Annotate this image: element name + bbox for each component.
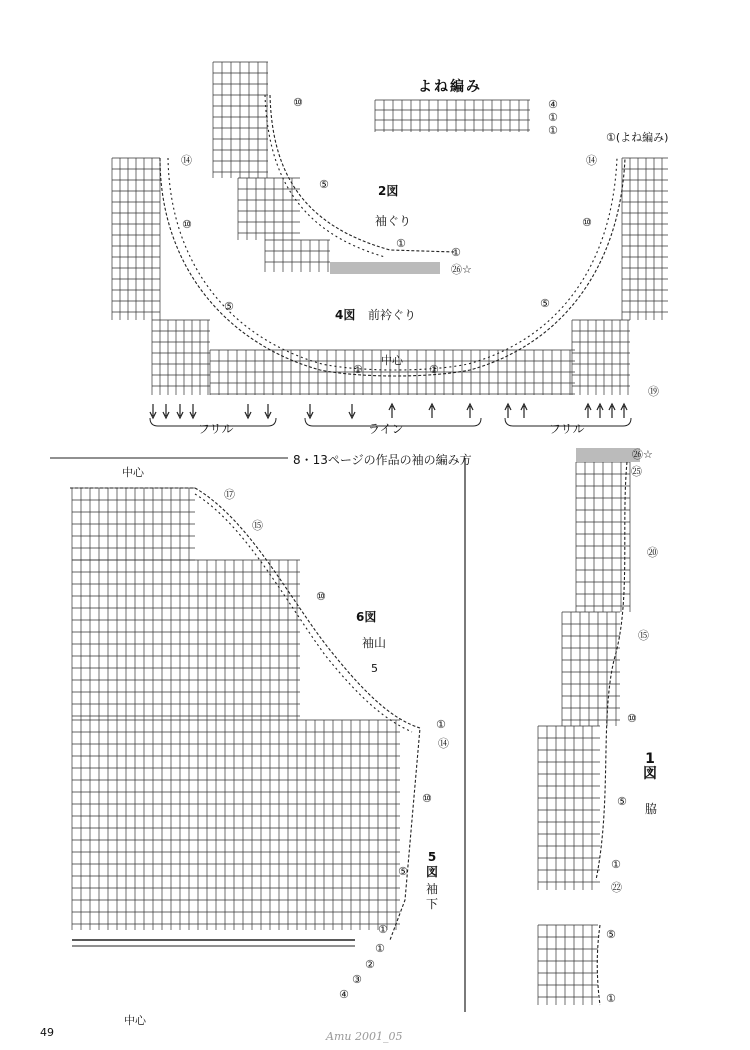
- fig4-left-row-1: ①: [353, 363, 363, 376]
- fig4-bottom-mid: ライン: [368, 422, 404, 436]
- row-direction-arrow: [621, 404, 627, 418]
- fig6-grid-mid: [72, 560, 300, 720]
- footer-watermark: Amu 2001_05: [326, 1030, 403, 1043]
- fig6-row-10b: ⑩: [422, 792, 432, 805]
- fig6-row-17: ⑰: [224, 488, 235, 501]
- fig1-grid-top: [576, 462, 630, 612]
- fig6-row-1: ①: [436, 718, 446, 731]
- fig2-name: 袖ぐり: [375, 214, 412, 228]
- fig2-row-10: ⑩: [293, 96, 303, 109]
- section-title: 8・13ページの作品の袖の編み方: [293, 453, 472, 467]
- fig2-row-1b: ①: [451, 246, 461, 259]
- fig6-row-14: ⑭: [438, 737, 449, 750]
- fig5-row-4: ④: [339, 988, 349, 1001]
- fig1-row-5b: ⑤: [606, 928, 616, 941]
- row-direction-arrow: [597, 404, 603, 418]
- fig1-shaded-band: [576, 448, 640, 462]
- fig5-row-2: ②: [365, 958, 375, 971]
- row-direction-arrow: [150, 404, 156, 418]
- fig2-armhole-edge: [270, 95, 455, 252]
- fig4-left-row-5: ⑤: [224, 300, 234, 313]
- fig2-grid-b: [238, 178, 300, 240]
- row-direction-arrow: [163, 404, 169, 418]
- row-direction-arrow: [429, 404, 435, 418]
- row-direction-arrow: [245, 404, 251, 418]
- row-direction-arrow: [307, 404, 313, 418]
- fig6-grid-low: [72, 720, 400, 930]
- fig4-right-row-5: ⑤: [540, 297, 550, 310]
- fig4-right-row-1: ①: [429, 363, 439, 376]
- fig1-grid-low: [538, 726, 600, 890]
- fig1-row-22: ㉒: [611, 881, 622, 894]
- row-direction-arrow: [389, 404, 395, 418]
- fig1-name: 脇: [645, 802, 658, 816]
- fig2-grid-a: [213, 62, 268, 178]
- fig5-row-3: ③: [352, 973, 362, 986]
- row-direction-arrow: [609, 404, 615, 418]
- fig5-row-1a: ①: [378, 923, 388, 936]
- row-direction-arrow: [521, 404, 527, 418]
- yone-row-1b: ①: [548, 124, 558, 137]
- fig6-row-10: ⑩: [316, 590, 326, 603]
- fig1-row-26: ㉖☆: [632, 448, 653, 461]
- fig4-bottom-left: フリル: [198, 422, 234, 436]
- yone-row-1a: ①: [548, 111, 558, 124]
- yone-row-4: ④: [548, 98, 558, 111]
- fig1-row-1: ①: [611, 858, 621, 871]
- fig4-grid-right-b: [572, 320, 630, 395]
- fig4-right-row-10: ⑩: [582, 216, 592, 229]
- fig4-label: 4図: [335, 308, 356, 322]
- fig2-shaded-band: [330, 262, 440, 274]
- fig5-label: 5図: [425, 850, 438, 879]
- fig6-row-5: 5: [371, 662, 378, 675]
- fig2-label: 2図: [378, 184, 399, 198]
- row-direction-arrow: [265, 404, 271, 418]
- fig2-row-1a: ①: [396, 237, 406, 250]
- fig4-left-row-10: ⑩: [182, 218, 192, 231]
- fig6-sleeve-cap-edge: [70, 488, 420, 940]
- fig2-row-5: ⑤: [319, 178, 329, 191]
- fig6-grid-top: [72, 488, 195, 560]
- fig1-row-5: ⑤: [617, 795, 627, 808]
- fig4-grid-left-a: [112, 158, 160, 320]
- fig6-row-5b: ⑤: [398, 865, 408, 878]
- yone-title: よね編み: [418, 79, 482, 95]
- row-direction-arrow: [585, 404, 591, 418]
- fig4-right-row-14: ⑭: [586, 154, 597, 167]
- fig4-bottom-right: フリル: [549, 422, 585, 436]
- fig4-center: 中心: [381, 354, 403, 367]
- row-direction-arrow: [177, 404, 183, 418]
- fig1-row-10: ⑩: [627, 712, 637, 725]
- fig6-label: 6図: [356, 610, 377, 624]
- fig6-name: 袖山: [362, 636, 387, 650]
- page-number: 49: [40, 1026, 54, 1039]
- fig4-name: 前衿ぐり: [368, 308, 417, 322]
- yone-grid: [375, 100, 530, 132]
- row-direction-arrow: [190, 404, 196, 418]
- fig4-right-row-1-yone: ①(よね編み): [606, 131, 669, 144]
- fig4-left-row-14: ⑭: [181, 154, 192, 167]
- fig2-grid-c: [265, 240, 330, 272]
- fig6-center-top: 中心: [122, 466, 144, 479]
- row-direction-arrow: [505, 404, 511, 418]
- fig5-row-1b: ①: [375, 942, 385, 955]
- row-direction-arrow: [467, 404, 473, 418]
- fig6-center-bottom: 中心: [124, 1014, 146, 1027]
- fig1-grid-bottom: [538, 925, 598, 1005]
- fig1-row-25: ㉕: [631, 465, 642, 478]
- fig1-row-20: ⑳: [647, 546, 658, 559]
- fig1-grid-mid: [562, 612, 620, 726]
- fig4-right-row-19: ⑲: [648, 385, 659, 398]
- fig5-name: 袖下: [425, 882, 438, 911]
- fig4-grid-right-a: [622, 158, 668, 320]
- row-direction-arrow: [349, 404, 355, 418]
- fig4-grid-left-b: [152, 320, 210, 395]
- fig6-row-15: ⑮: [252, 519, 263, 532]
- fig2-row-26: ㉖☆: [451, 263, 472, 276]
- fig1-row-1b: ①: [606, 992, 616, 1005]
- fig1-label: 1図: [643, 751, 657, 782]
- fig1-row-15: ⑮: [638, 629, 649, 642]
